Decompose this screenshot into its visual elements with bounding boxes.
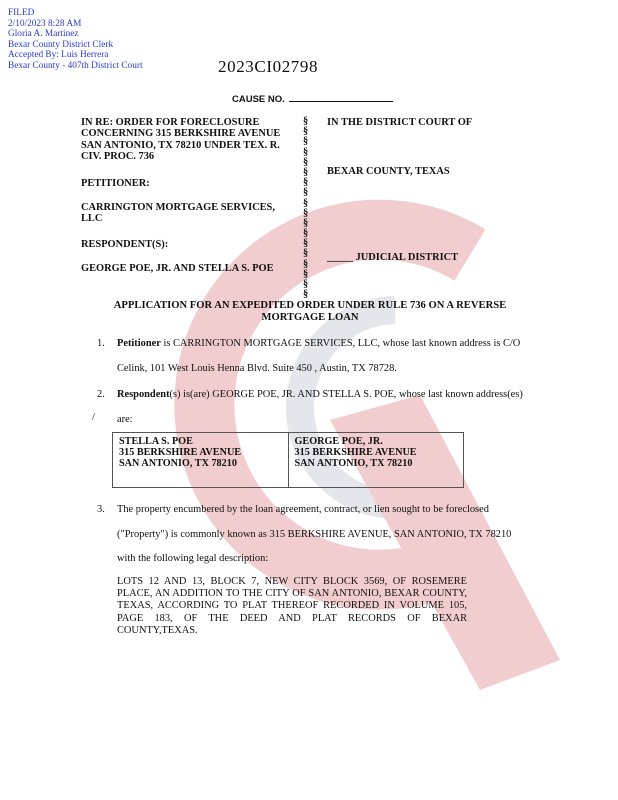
section-symbol: § <box>303 166 309 178</box>
section-symbol: § <box>303 146 309 158</box>
section-symbol: § <box>303 187 309 199</box>
county-line: BEXAR COUNTY, TEXAS <box>327 166 450 177</box>
respondent-address-table <box>112 432 464 488</box>
district-line <box>327 252 458 263</box>
section-symbol: § <box>303 268 309 280</box>
district-blank: _____ <box>327 252 353 263</box>
petitioner-line: CARRINGTON MORTGAGE SERVICES, <box>81 202 275 213</box>
legal-description: LOTS 12 AND 13, BLOCK 7, NEW CITY BLOCK 3569, OF ROSEMERE PLACE, AN ADDITION TO THE CITY OF SAN ANTONIO, BEXAR COUNTY, TEXAS, ACCORDING TO PLAT THEREOF RECORDED IN VOLUME 105, PAGE 183, OF THE DEED AND PLAT RECORDS OF BEXAR COUNTY,TEXAS. <box>117 576 467 636</box>
respondent-paragraph <box>117 389 523 400</box>
stamp-line: 2/10/2023 8:28 AM <box>8 18 82 29</box>
respondent-label: RESPONDENT(S): <box>81 239 169 250</box>
section-symbol: § <box>303 258 309 270</box>
paragraph-text: ("Property") is commonly known as 315 BERKSHIRE AVENUE, SAN ANTONIO, TX 78210 <box>117 529 512 540</box>
item-number: 1. <box>97 338 105 349</box>
petitioner-term: Petitioner <box>117 338 161 349</box>
stamp-line: Bexar County - 407th District Court <box>8 60 143 71</box>
section-symbol: § <box>303 126 309 138</box>
respondent-term: Respondent <box>117 389 170 400</box>
court-line: IN THE DISTRICT COURT OF <box>327 117 473 128</box>
stamp-line: Bexar County District Clerk <box>8 39 114 50</box>
petitioner-label: PETITIONER: <box>81 178 150 189</box>
section-symbol: § <box>303 228 309 240</box>
party-street: 315 BERKSHIRE AVENUE <box>119 447 242 459</box>
section-symbol: § <box>303 136 309 148</box>
section-symbols <box>303 117 308 300</box>
cause-no-label: CAUSE NO. <box>232 94 285 105</box>
party-name: GEORGE POE, JR. <box>294 436 383 447</box>
address-cell <box>113 433 289 488</box>
in-re-line: IN RE: ORDER FOR FORECLOSURE <box>81 117 260 128</box>
party-city: SAN ANTONIO, TX 78210 <box>119 458 237 470</box>
title-line: MORTGAGE LOAN <box>261 312 359 324</box>
paragraph-text: The property encumbered by the loan agreement, contract, or lien sought to be foreclosed <box>117 504 489 515</box>
address-cell <box>288 433 464 488</box>
margin-mark: / <box>92 412 95 423</box>
section-symbol: § <box>303 217 309 229</box>
paragraph-text: (s) is(are) GEORGE POE, JR. AND STELLA S. POE, whose last known address(es) <box>169 389 523 400</box>
item-number: 2. <box>97 389 105 400</box>
section-symbol: § <box>303 289 309 301</box>
item-number: 3. <box>97 504 105 515</box>
section-symbol: § <box>303 248 309 260</box>
paragraph-text: with the following legal description: <box>117 553 269 564</box>
stamp-line: Gloria A. Martinez <box>8 29 79 40</box>
petitioner-name <box>81 202 275 225</box>
paragraph-text: are: <box>117 414 133 425</box>
section-symbol: § <box>303 238 309 250</box>
in-re-line: CONCERNING 315 BERKSHIRE AVENUE <box>81 128 281 140</box>
section-symbol: § <box>303 279 309 290</box>
section-symbol: § <box>303 116 309 127</box>
party-street: 315 BERKSHIRE AVENUE <box>294 447 417 459</box>
cause-no-blank <box>289 92 393 102</box>
stamp-line: Accepted By: Luis Herrera <box>8 50 109 61</box>
respondent-name: GEORGE POE, JR. AND STELLA S. POE <box>81 263 274 274</box>
petitioner-line: LLC <box>81 213 103 225</box>
section-symbol: § <box>303 207 309 219</box>
district-label: JUDICIAL DISTRICT <box>355 252 459 263</box>
case-number: 2023CI02798 <box>218 57 319 76</box>
cause-number-line <box>232 92 393 105</box>
stamp-line: FILED <box>8 8 35 18</box>
document-title <box>60 300 560 324</box>
in-re-line: SAN ANTONIO, TX 78210 UNDER TEX. R. <box>81 139 280 151</box>
title-line: APPLICATION FOR AN EXPEDITED ORDER UNDER RULE 736 ON A REVERSE <box>113 300 507 311</box>
section-symbol: § <box>303 177 309 189</box>
in-re-line: CIV. PROC. 736 <box>81 151 155 163</box>
section-symbol: § <box>303 197 309 209</box>
petitioner-paragraph <box>117 338 520 349</box>
filing-stamp <box>8 8 143 72</box>
paragraph-text: is CARRINGTON MORTGAGE SERVICES, LLC, whose last known address is C/O <box>160 338 521 349</box>
party-city: SAN ANTONIO, TX 78210 <box>294 458 413 470</box>
section-symbol: § <box>303 156 309 168</box>
paragraph-text: Celink, 101 West Louis Henna Blvd. Suite 450 , Austin, TX 78728. <box>117 363 397 374</box>
table-row <box>113 433 464 488</box>
caption-in-re <box>81 117 296 163</box>
party-name: STELLA S. POE <box>119 436 193 447</box>
